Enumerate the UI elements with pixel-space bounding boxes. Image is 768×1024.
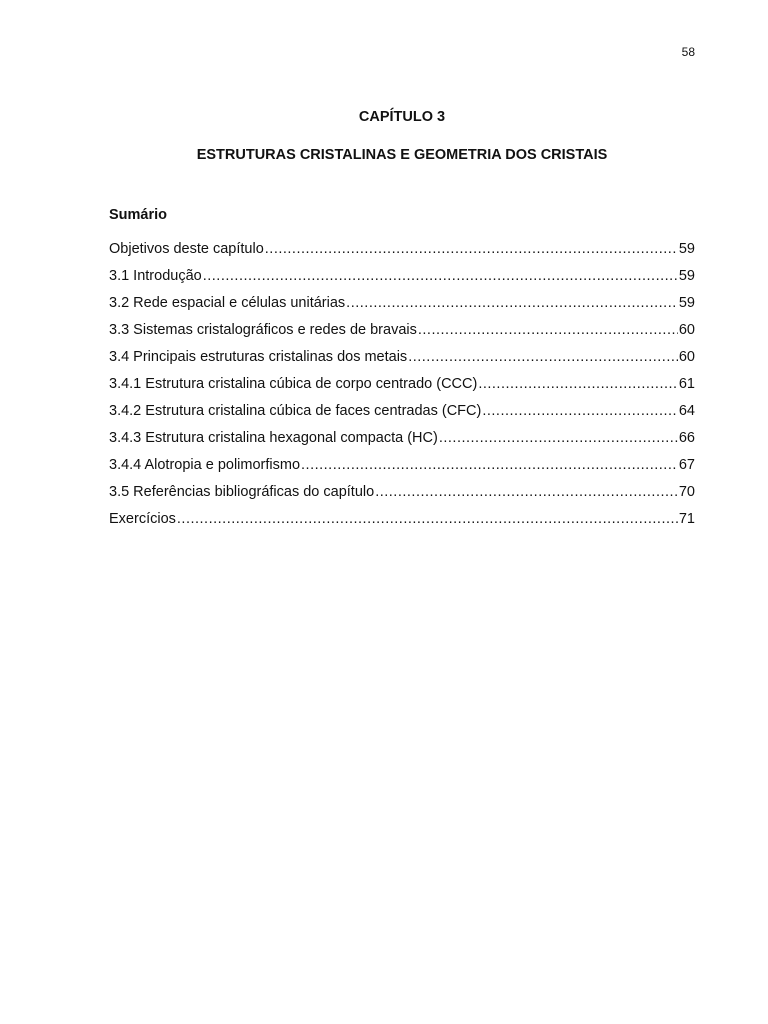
toc-entry-3-5: [109, 484, 695, 511]
toc-dot-leader: [482, 403, 678, 419]
toc-entry-page: 59: [678, 295, 695, 311]
chapter-label: CAPÍTULO 3: [358, 109, 446, 125]
toc-entry-label: 3.5 Referências bibliográficas do capítulo: [109, 484, 375, 500]
toc-entry-page: 59: [678, 268, 695, 284]
toc-entry-page: 64: [678, 403, 695, 419]
toc-entry-3-4-1: [109, 376, 695, 403]
toc-dot-leader: [478, 376, 678, 392]
toc-entry-label: 3.4.1 Estrutura cristalina cúbica de corpo centrado (CCC): [109, 376, 478, 392]
toc-dot-leader: [418, 322, 678, 338]
toc-dot-leader: [408, 349, 678, 365]
toc-entry-3-3: [109, 322, 695, 349]
toc-entry-label: 3.4.3 Estrutura cristalina hexagonal compacta (HC): [109, 430, 438, 446]
chapter-title: ESTRUTURAS CRISTALINAS E GEOMETRIA DOS CRISTAIS: [196, 147, 608, 163]
toc-entry-page: 61: [678, 376, 695, 392]
toc-entry-page: 66: [678, 430, 695, 446]
toc-entry-page: 59: [678, 241, 695, 257]
summary-heading: Sumário: [109, 207, 168, 223]
toc-dot-leader: [203, 268, 678, 284]
toc-dot-leader: [439, 430, 678, 446]
toc-entry-3-4: [109, 349, 695, 376]
toc-entry-page: 67: [678, 457, 695, 473]
toc-entry-page: 60: [678, 349, 695, 365]
toc-entry-label: 3.4.4 Alotropia e polimorfismo: [109, 457, 301, 473]
toc-entry-3-4-3: [109, 430, 695, 457]
toc-dot-leader: [375, 484, 678, 500]
toc-entry-exercicios: [109, 511, 695, 538]
toc-dot-leader: [346, 295, 678, 311]
toc-entry-label: 3.4 Principais estruturas cristalinas dos metais: [109, 349, 408, 365]
toc-entry-objetivos: [109, 241, 695, 268]
toc-entry-label: 3.4.2 Estrutura cristalina cúbica de faces centradas (CFC): [109, 403, 482, 419]
toc-entry-label: 3.2 Rede espacial e células unitárias: [109, 295, 346, 311]
toc-entry-3-4-4: [109, 457, 695, 484]
toc-entry-label: Exercícios: [109, 511, 176, 527]
toc-entry-3-4-2: [109, 403, 695, 430]
toc-entry-page: 70: [678, 484, 695, 500]
toc-entry-page: 71: [678, 511, 695, 527]
toc-entry-label: Objetivos deste capítulo: [109, 241, 264, 257]
toc-entry-page: 60: [678, 322, 695, 338]
toc-entry-3-1: [109, 268, 695, 295]
table-of-contents: [109, 241, 695, 538]
toc-entry-label: 3.1 Introdução: [109, 268, 202, 284]
toc-entry-label: 3.3 Sistemas cristalográficos e redes de bravais: [109, 322, 417, 338]
toc-dot-leader: [177, 511, 678, 527]
toc-dot-leader: [301, 457, 678, 473]
page-number: 58: [681, 45, 695, 59]
toc-dot-leader: [265, 241, 678, 257]
toc-entry-3-2: [109, 295, 695, 322]
